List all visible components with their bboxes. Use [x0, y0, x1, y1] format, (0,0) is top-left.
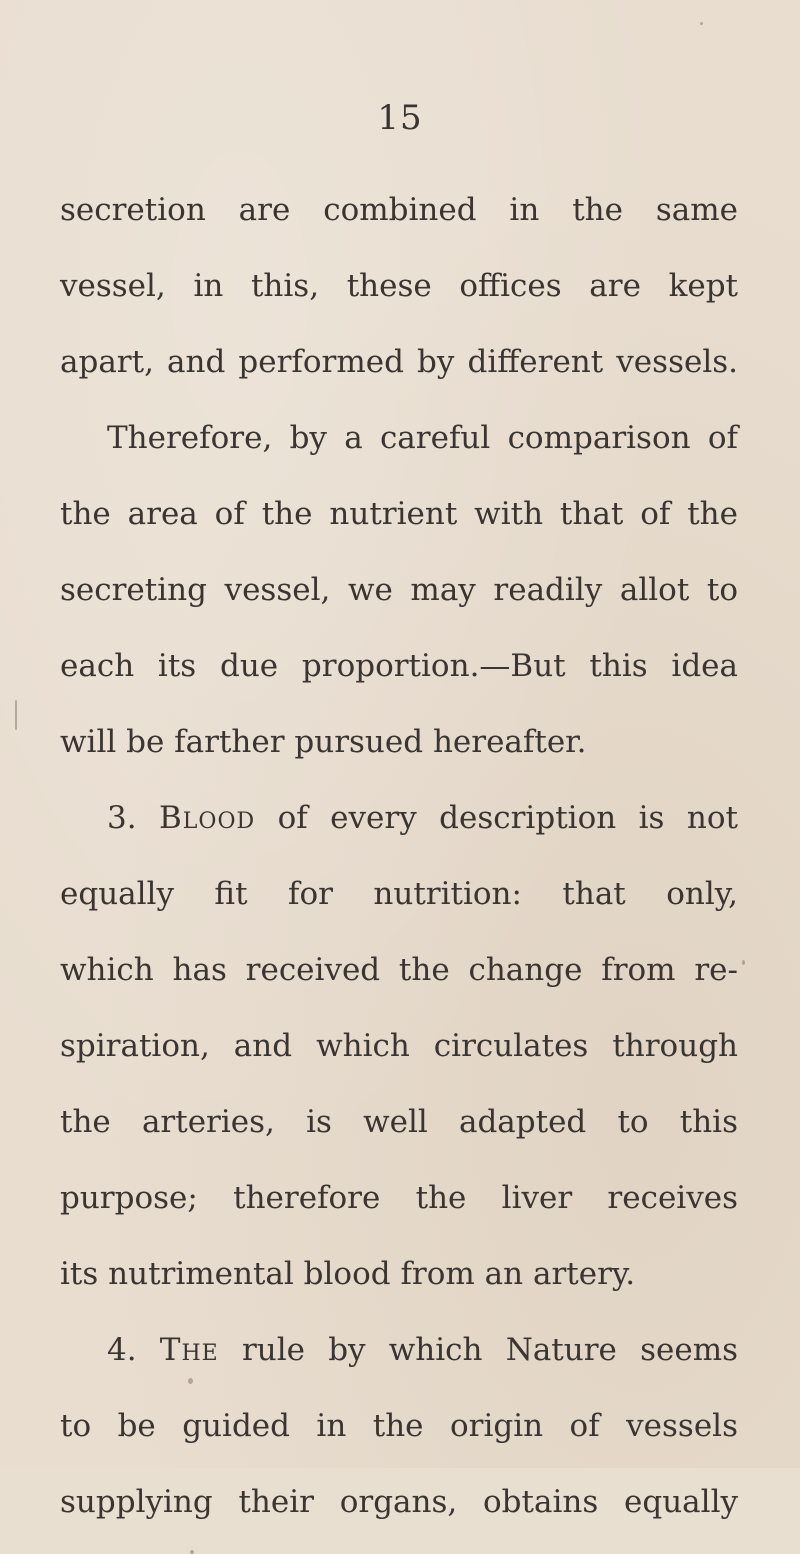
text-line: the arteries, is well adapted to this — [60, 1104, 738, 1140]
text-line: apart, and performed by different vessels. — [60, 344, 738, 380]
line-rest: rule by which Nature seems — [241, 1332, 739, 1368]
line-rest: of every description is not — [277, 800, 738, 836]
paper-speck — [15, 700, 17, 730]
page-number: 15 — [377, 98, 423, 138]
text-line: spiration, and which circulates through — [60, 1028, 738, 1064]
paper-speck — [742, 960, 745, 965]
text-line: vessel, in this, these offices are kept — [60, 268, 738, 304]
text-line: each its due proportion.—But this idea — [60, 648, 738, 684]
text-line: its nutrimental blood from an artery. — [60, 1256, 636, 1292]
paragraph-3-first-line — [107, 788, 738, 848]
text-line: Therefore, by a careful comparison of — [107, 420, 738, 456]
small-caps-word: The — [159, 1332, 219, 1368]
text-line: the area of the nutrient with that of the — [60, 496, 738, 532]
text-line: secreting vessel, we may readily allot to — [60, 572, 738, 608]
text-line: secretion are combined in the same — [60, 192, 738, 228]
paper-speck — [700, 22, 703, 25]
paragraph-number: 3. — [107, 800, 137, 836]
small-caps-word: Blood — [159, 800, 256, 836]
text-line: purpose; therefore the liver receives — [60, 1180, 738, 1216]
text-line: will be farther pursued hereafter. — [60, 724, 587, 760]
paragraph-number: 4. — [107, 1332, 137, 1368]
text-line: equally fit for nutrition: that only, — [60, 876, 738, 912]
text-line: which has received the change from re- — [60, 952, 738, 988]
text-line: supplying their organs, obtains equally — [60, 1484, 738, 1520]
text-line: to be guided in the origin of vessels — [60, 1408, 738, 1444]
paper-speck — [190, 1550, 194, 1554]
paper-speck — [188, 1378, 193, 1384]
paragraph-4-first-line — [107, 1320, 738, 1380]
